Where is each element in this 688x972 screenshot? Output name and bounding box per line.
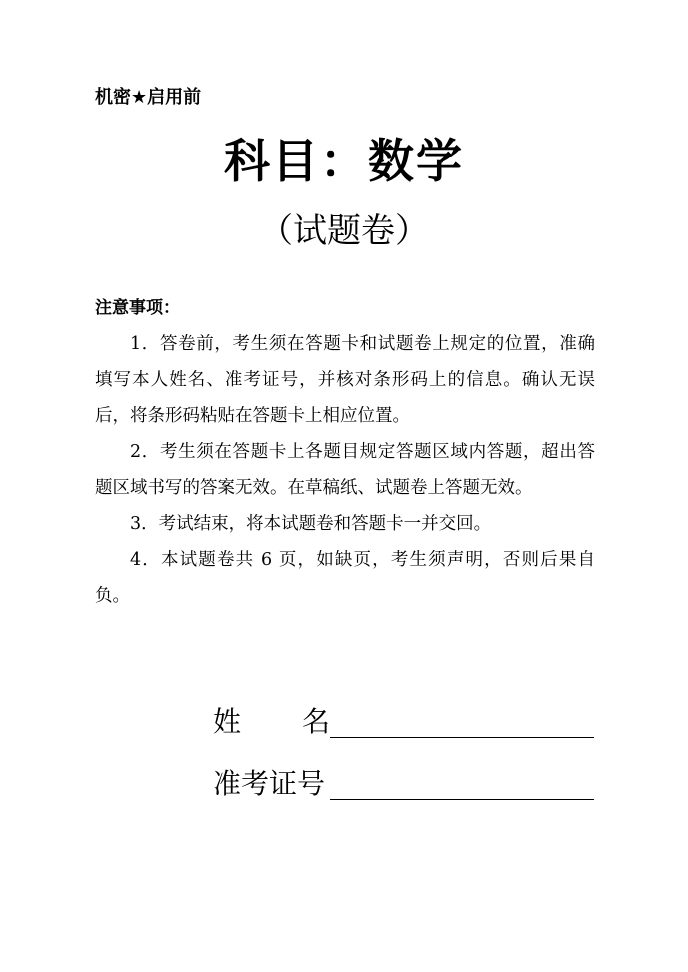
name-label: 姓名 xyxy=(213,705,330,738)
notice-item-1: 1．答卷前，考生须在答题卡和试题卷上规定的位置，准确填写本人姓名、准考证号，并核对条形码上的信息。确认无误后，将条形码粘贴在答题卡上相应位置。 xyxy=(95,334,595,426)
exam-id-blank-line[interactable] xyxy=(330,799,594,800)
notice-item-2: 2．考生须在答题卡上各题目规定答题区域内答题，超出答题区域书写的答案无效。在草稿纸、试题卷上答题无效。 xyxy=(95,442,595,498)
notice-list xyxy=(95,326,595,614)
exam-id-label: 准考证号 xyxy=(213,767,326,800)
name-blank-line[interactable] xyxy=(330,737,594,738)
notice-item-3: 3．考试结束，将本试题卷和答题卡一并交回。 xyxy=(130,514,492,534)
notice-item-4: 4．本试题卷共 6 页，如缺页，考生须声明，否则后果自负。 xyxy=(95,550,595,606)
subject-title: 科目：数学 xyxy=(224,134,464,188)
notice-heading: 注意事项： xyxy=(95,298,180,318)
secret-label: 机密★启用前 xyxy=(95,87,202,108)
paper-type-title: （试题卷） xyxy=(259,211,429,251)
